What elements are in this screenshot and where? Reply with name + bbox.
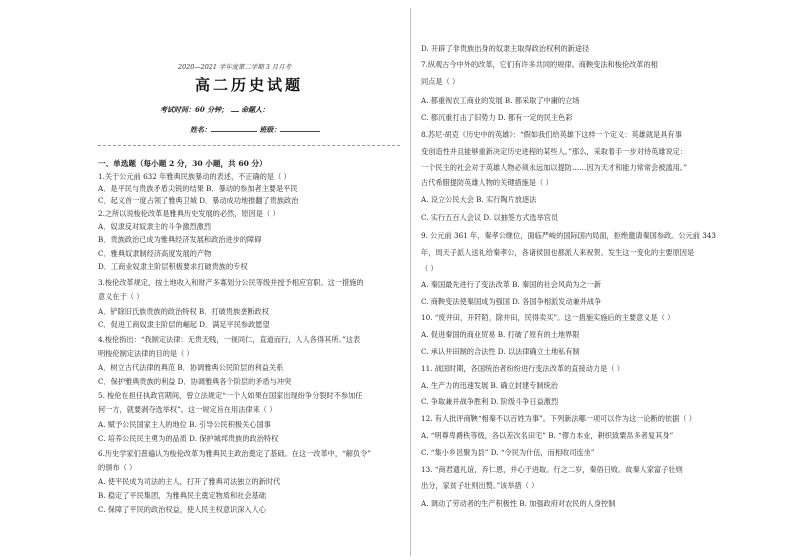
question-line: 年，周天子派人送礼给秦孝公，各诸侯国也都派人来祝贺。发生这一变化的主要原因是 [421, 248, 695, 257]
question-line: 10. “废井田，开阡陌，除井田，民得卖买”。这一措施实施后的主要意义是（ ） [421, 313, 675, 322]
student-info-line: 姓名： 班级： [190, 124, 320, 135]
time-label: 考试时间：60 分钟； [160, 105, 229, 114]
question-line: A. “明尊卑爵秩等级，各以差次名田宅” B. “僇力本业，耕织致粟帛多者复其身” [421, 431, 674, 440]
question-line: A．是平民与贵族矛盾尖锐的结果 B．暴动的参加者主要是平民 [98, 184, 298, 193]
question-line: A. 设立公民大会 B. 实行陶片放逐法 [421, 195, 537, 204]
question-line: A. 赋予公民国家主人的地位 B. 引导公民积极关心国事 [98, 420, 271, 429]
question-line: 9. 公元前 361 年，秦孝公继位，面临严峻的国际国内局面，拒绝邀请秦国参政。公元前 343 [421, 231, 717, 240]
question-line: C．保护雅典贵族的利益 D．协调雅典各个阶层的矛盾与冲突 [98, 377, 292, 386]
question-line: 4.梭伦指出：“我制定法律：无贵无贱，一视同仁，直道而行，人人各得其所。”这表 [98, 335, 361, 344]
question-line: 11. 战国时期，各国统治者纷纷进行变法改革的直接动力是（ ） [421, 364, 624, 373]
question-line: C. 实行五百人会议 D. 以抽签方式选举官员 [421, 213, 559, 222]
exam-meta-line [160, 104, 269, 115]
question-line: A. 秦国最先进行了变法改革 B. 秦国的社会风尚为之一新 [421, 280, 602, 289]
question-line: B. 稳定了平民集团，为雅典民主奠定物质和社会基础 [98, 491, 266, 500]
question-line: 6.历史学家们普遍认为梭伦改革为雅典民主政治奠定了基础。在这一改革中，“解负令” [98, 449, 371, 458]
question-line: 5. 梭伦在担任执政官期间，曾立法规定“一个人如果在国家出现纷争分裂时不参加任 [98, 391, 363, 400]
question-line: A．树立古代法律的典范 B．协调雅典公民阶层的利益关系 [98, 363, 284, 372]
exam-title: 高二历史试题 [194, 76, 303, 94]
question-line: 出分，家贫子壮则出赘。”该举措（ ） [421, 481, 539, 490]
question-line: C. 争取兼并战争胜利 D. 阶级斗争日益激烈 [421, 397, 559, 406]
question-line: 的颁布（ ） [98, 463, 137, 472]
right-column [421, 0, 749, 560]
question-line: 同点是（ ） [421, 77, 460, 86]
question-line: A. 生产力的迅速发展 B. 确立封建专制统治 [421, 381, 558, 390]
question-line: A. 促进秦国的商业贸易 B. 打破了原有的土地界限 [421, 330, 580, 339]
question-line: C．促进工商奴隶主阶层的崛起 D．满足平民参政愿望 [98, 320, 270, 329]
question-line: （ ） [421, 264, 438, 273]
name-blank[interactable] [211, 124, 257, 132]
question-line: A. 都重视农工商业的发展 B. 都采取了中庸的立场 [421, 96, 580, 105]
question-line: A．铲除旧氏族贵族的政治特权 B．打破贵族垄断政权 [98, 307, 269, 316]
class-blank[interactable] [280, 124, 320, 132]
question-line: 13. “商君遗礼谊，弃仁恩，并心于进取。行之二岁，秦俗日败。故秦人家富子壮则 [421, 465, 683, 474]
left-column [98, 0, 400, 560]
column-divider [410, 8, 411, 556]
question-line: C. 商鞅变法使秦国成为强国 D. 各国争相派发动兼并战争 [421, 297, 602, 306]
question-line: 变创造性并且能够重新决定历史进程的某些人。”那么，采取着手一步对待英雄说定： [421, 147, 688, 156]
question-line: 意义在于（ ） [98, 292, 144, 301]
question-line: 3.梭伦改革规定，按土地收入和财产多寡划分公民等级并授予相应官职。这一措施的 [98, 278, 364, 287]
question-line: 古代希腊提防英雄人物的关键措施是（ ） [421, 178, 553, 187]
question-line: 8.苏尼·胡克《历史中的英雄》：“假如我们给英雄下这样一个定义：英雄就是具有事 [421, 130, 682, 139]
class-label: 班级 [259, 125, 274, 134]
question-line: D．工商业奴隶主阶层积极要求打破贵族的专权 [98, 262, 248, 271]
question-line: 一个民主的社会对于英雄人物必须永远加以提防……因为天才和能力常常会被滥用。” [421, 163, 688, 172]
question-line: B．贵族政治已成为雅典经济发展和政治进步的障碍 [98, 235, 262, 244]
question-line: C．起义首一度占领了雅典卫城 D．暴动成功地推翻了贵族政治 [98, 196, 299, 205]
question-line: A．奴隶反对奴隶主的斗争激烈激烈 [98, 222, 212, 231]
question-line: 7.纵观古今中外的改革，它们有许多共同的规律。商鞅变法和梭伦改革的相 [421, 60, 658, 69]
question-line: C. 保障了平民的政治权益，使人民主权意识深入人心 [98, 505, 266, 514]
question-line: D. 开辟了非贵族出身的奴隶主取得政治权利的新途径 [421, 44, 590, 53]
section-heading: 一、单选题（每小题 2 分，30 小题，共 60 分） [98, 159, 267, 168]
question-line: 1.关于公元前 632 年雅典民族暴动的表述，不正确的是（ ） [98, 172, 291, 181]
question-line: C．雅典奴隶制经济高度发展的产物 [98, 249, 212, 258]
question-line: C. 承认井田制的合法性 D. 以法律确立土地私有制 [421, 347, 580, 356]
question-line: A. 使平民成为司法的主人，打开了雅典司法独立的新时代 [98, 477, 281, 486]
question-line: C. 都沉重打击了旧势力 D. 都有一定的民主色彩 [421, 113, 573, 122]
name-label: 姓名 [190, 125, 204, 134]
question-line: 12. 有人批评商鞅“相秦不以百姓为事”。下列新法哪一项可以作为这一论断的依据（ ） [421, 414, 696, 423]
question-line: A. 调动了劳动者的生产积极性 B. 加强政府对农民的人身控制 [421, 499, 616, 508]
semester-label: 2020—2021 学年度第二学期 3 月月考 [178, 63, 291, 71]
question-line: C. “集小乡邑聚为县” D. “令民为什伍，而相收司连坐” [421, 448, 595, 457]
question-line: C. 培养公民民主勇为的品质 D. 保护城邦贵族的政治特权 [98, 434, 279, 443]
setter-label: 命题人： [241, 105, 270, 114]
question-line: 2.之所以说梭伦改革是雅典历史发展的必然，原因是（ ） [98, 209, 280, 218]
header-separator [98, 145, 400, 146]
question-line: 何一方，就要剥夺选举权”。这一规定旨在用法律来（ ） [98, 405, 277, 414]
question-line: 明梭伦制定法律的目的是（ ） [98, 349, 194, 358]
